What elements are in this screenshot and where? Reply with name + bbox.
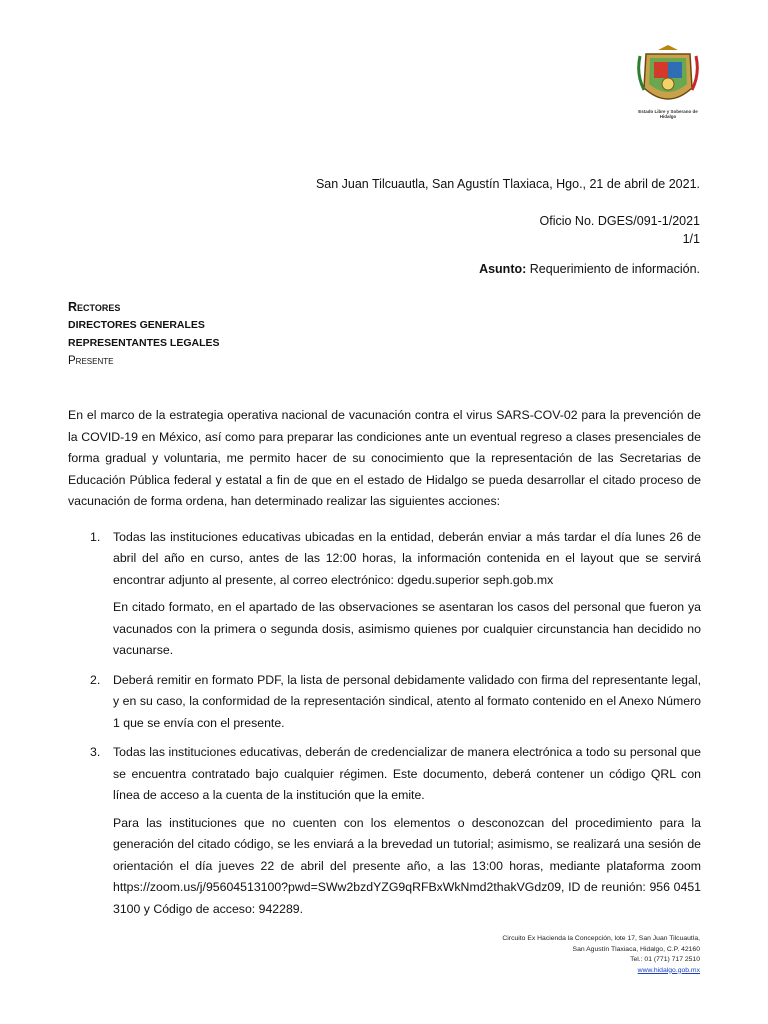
oficio-block (540, 212, 701, 248)
asunto-label: Asunto: (479, 262, 527, 276)
list-item-text: Deberá remitir en formato PDF, la lista de personal debidamente validado con firma del representante legal, y en su caso, la conformidad de la representación sindical, atento al formato contenido en el Anexo Número 1 que se envía con el presente. (113, 672, 701, 730)
recipient-directores: DIRECTORES GENERALES (68, 319, 205, 331)
list-number: 3. (90, 745, 101, 759)
asunto-text: Requerimiento de información. (529, 262, 700, 276)
footer-line1: Circuito Ex Hacienda la Concepción, lote 17, San Juan Tilcuautla, (502, 935, 700, 942)
asunto-line (479, 262, 700, 276)
actions-list (68, 527, 701, 921)
oficio-number: Oficio No. DGES/091-1/2021 (539, 214, 700, 228)
footer-line2: San Agustín Tlaxiaca, Hidalgo, C.P. 42160 (572, 945, 700, 953)
footer-address (502, 934, 700, 976)
list-item-subparagraph: En citado formato, en el apartado de las observaciones se asentaran los casos del personal que fueron ya vacunados con la primera o segunda dosis, asimismo quienes por cualquier circunstancia han decidido no vacunarse. (113, 600, 701, 657)
list-item-text: Todas las instituciones educativas, deberán de credencializar de manera electrónica a todo su personal que se encuentra contratado bajo cualquier régimen. Este documento, deberá contener un código QRL con línea de acceso a la cuenta de la institución que la emite. (113, 745, 701, 802)
recipient-representantes: REPRESENTANTES LEGALES (68, 337, 220, 349)
recipients-block (68, 298, 220, 370)
list-item-text: Todas las instituciones educativas ubicadas en la entidad, deberán enviar a más tardar el día lunes 26 de abril del año en curso, antes de las 12:00 horas, la información contenida en el layout que se servirá encontrar adjunto al presente, al correo electrónico: dgedu.superior seph.gob.mx (113, 529, 701, 587)
list-item-subparagraph: Para las instituciones que no cuenten con los elementos o desconozcan del procedimiento para la generación del citado código, se les enviará a la brevedad un tutorial; asimismo, se realizará una sesión de orientación el día jueves 22 de abril del presente año, a las 13:00 horas, mediante plataforma zoom https://zoom.us/j/95604513100?pwd=SWw2bzdYZG9qRFBxWkNmd2thakVGdz09, ID de reunión: 956 0451 3100 y Código de acceso: 942289. (113, 815, 701, 916)
list-number: 2. (90, 672, 101, 687)
date-line: San Juan Tilcuautla, San Agustín Tlaxiaca, Hgo., 21 de abril de 2021. (315, 177, 700, 191)
footer-website-link[interactable]: www.hidalgo.gob.mx (637, 966, 700, 974)
list-number: 1. (90, 529, 101, 544)
logo-caption: Estado Libre y Soberano de Hidalgo (638, 109, 698, 119)
recipient-presente: Presente (68, 355, 114, 367)
footer-phone: Tel.: 01 (771) 717 2510 (630, 956, 700, 963)
list-item (68, 742, 701, 920)
list-item (68, 527, 701, 662)
intro-paragraph: En el marco de la estrategia operativa nacional de vacunación contra el virus SARS-COV-02 para la prevención de la COVID-19 en México, así como para preparar las condiciones ante un eventual regreso a clases presenciales de forma gradual y voluntaria, me permito hacer de su conocimiento que la representación de las Secretarias de Educación Pública federal y estatal a fin de que en el estado de Hidalgo se pueda desarrollar el citado proceso de vacunación de forma ordena, han determinado realizar las siguientes acciones: (68, 408, 701, 508)
recipient-rectores: Rectores (68, 300, 121, 314)
page-number: 1/1 (682, 232, 700, 246)
list-item (68, 670, 701, 735)
letter-body (68, 405, 701, 928)
